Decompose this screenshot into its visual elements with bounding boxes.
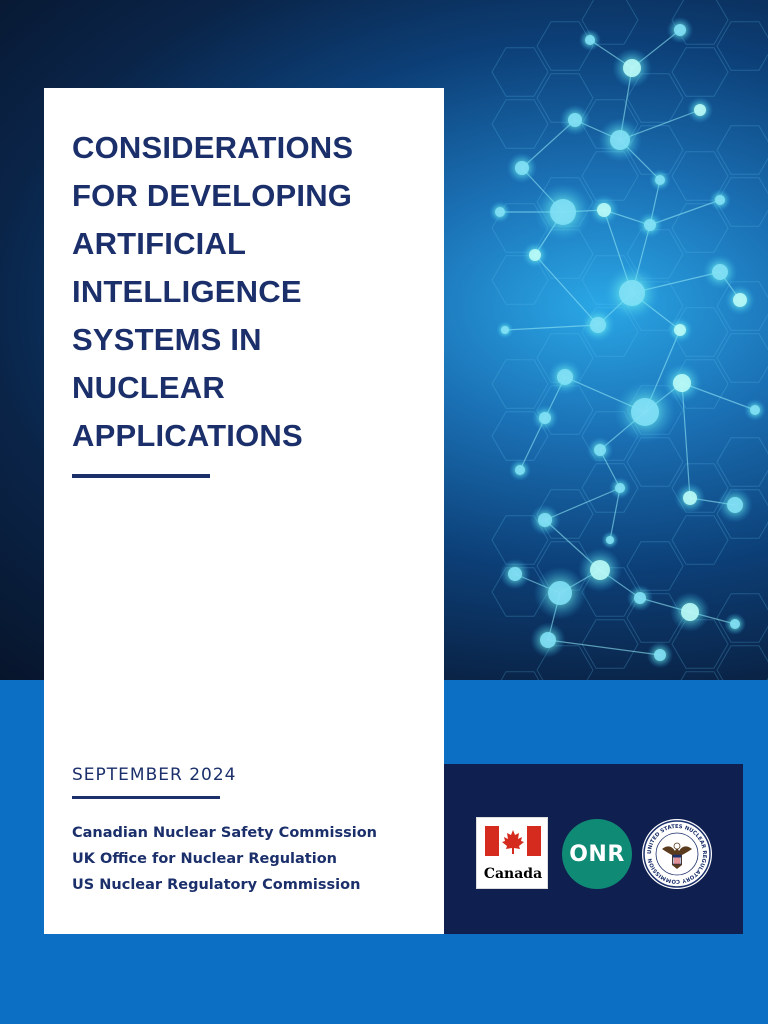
network-node [501, 326, 509, 334]
network-node [548, 581, 572, 605]
network-node [619, 280, 645, 306]
network-node [495, 207, 505, 217]
canada-flag-icon [477, 818, 549, 864]
canada-wordmark: Canada [483, 866, 543, 882]
organization-cnsc: Canadian Nuclear Safety Commission [72, 825, 377, 841]
network-node [673, 374, 691, 392]
hexagon-shape [717, 334, 768, 382]
network-node [515, 161, 529, 175]
title-card [44, 88, 444, 934]
network-node [538, 513, 552, 527]
hexagon-shape [492, 48, 548, 96]
network-node [615, 483, 625, 493]
organization-nrc: US Nuclear Regulatory Commission [72, 877, 361, 893]
network-node [585, 35, 595, 45]
network-node [730, 619, 740, 629]
onr-logo-text: ONR [569, 841, 625, 867]
network-node [539, 412, 551, 424]
network-node [674, 24, 686, 36]
network-node [529, 249, 541, 261]
hexagon-shape [672, 204, 728, 252]
network-node [590, 317, 606, 333]
hexagon-shape [717, 646, 768, 680]
network-node [590, 560, 610, 580]
network-node [683, 491, 697, 505]
nrc-seal-icon [642, 819, 712, 889]
hexagon-shape [672, 516, 728, 564]
hexagon-shape [582, 620, 638, 668]
network-node [694, 104, 706, 116]
organization-list [72, 820, 377, 898]
network-node [681, 603, 699, 621]
network-node [631, 398, 659, 426]
network-node [508, 567, 522, 581]
title-divider [72, 474, 210, 478]
svg-text:UNITED STATES NUCLEAR REGULATO: UNITED STATES NUCLEAR REGULATORY COMMISSION [646, 823, 708, 885]
nrc-seal-graphic [642, 819, 712, 889]
network-node [674, 324, 686, 336]
network-node [568, 113, 582, 127]
logo-panel [444, 764, 743, 934]
hexagon-shape [672, 48, 728, 96]
network-node [597, 203, 611, 217]
network-node [655, 175, 665, 185]
network-node [654, 649, 666, 661]
network-node [750, 405, 760, 415]
network-node [557, 369, 573, 385]
network-node [727, 497, 743, 513]
network-node [594, 444, 606, 456]
hexagon-shape [627, 438, 683, 486]
publication-date: SEPTEMBER 2024 [72, 765, 237, 785]
network-node [644, 219, 656, 231]
hexagon-shape [717, 22, 768, 70]
date-divider [72, 796, 220, 799]
hexagon-shape [717, 126, 768, 174]
network-node [623, 59, 641, 77]
hexagon-shape [492, 672, 548, 680]
organization-onr: UK Office for Nuclear Regulation [72, 851, 337, 867]
onr-logo-icon [562, 819, 632, 889]
network-node [733, 293, 747, 307]
hexagon-shape [492, 100, 548, 148]
hexagon-shape [672, 672, 728, 680]
hexagon-shape [627, 542, 683, 590]
network-node [550, 199, 576, 225]
canada-logo [476, 817, 548, 889]
network-node [540, 632, 556, 648]
hexagon-shape [492, 360, 548, 408]
network-node [610, 130, 630, 150]
network-node [712, 264, 728, 280]
network-node [634, 592, 646, 604]
network-node [515, 465, 525, 475]
hexagon-shape [717, 438, 768, 486]
network-node [715, 195, 725, 205]
network-node [606, 536, 614, 544]
document-title: CONSIDERATIONS FOR DEVELOPING ARTIFICIAL INTELLIGENCE SYSTEMS IN NUCLEAR APPLICATIONS [72, 130, 354, 453]
